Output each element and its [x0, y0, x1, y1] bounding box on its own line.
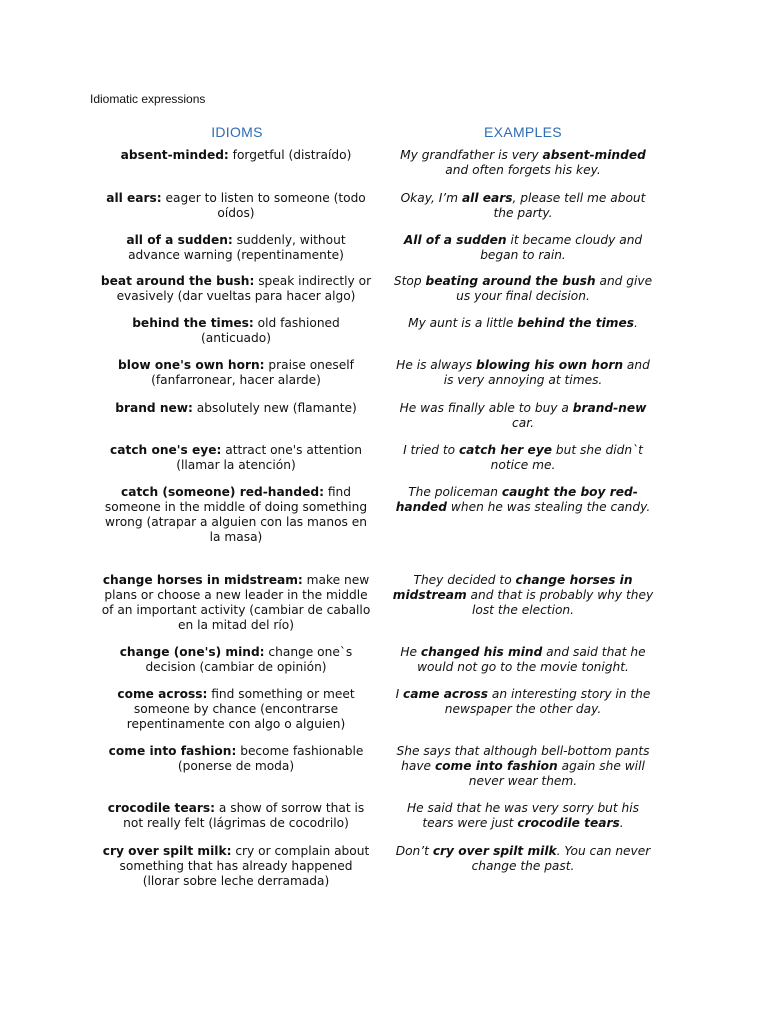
idiom-definition: make new plans or choose a new leader in the middle of an important activity (cambiar de caballo en la mitad del río) — [101, 573, 371, 632]
example-text: . — [619, 816, 624, 830]
example-text: She says that although bell-bottom pants have — [396, 744, 650, 773]
idiom-definition: find someone in the middle of doing something wrong (atrapar a alguien con las manos en la masa) — [104, 485, 368, 544]
example-highlight: crocodile tears — [517, 816, 620, 830]
example-cell — [392, 687, 654, 717]
idiom-term: crocodile tears: — [107, 801, 216, 815]
example-highlight: brand-new — [572, 401, 647, 415]
example-cell — [392, 148, 654, 178]
idiom-cell — [100, 687, 372, 732]
example-text: The policeman — [408, 485, 502, 499]
example-text: and that is probably why they lost the election. — [466, 588, 654, 617]
example-text: My grandfather is very — [400, 148, 543, 162]
example-cell — [392, 274, 654, 304]
example-cell — [392, 573, 654, 618]
idiom-cell — [100, 358, 372, 388]
example-cell — [392, 191, 654, 221]
idiom-definition: forgetful (distraído) — [228, 148, 352, 162]
example-highlight: cry over spilt milk — [432, 844, 557, 858]
idiom-definition: become fashionable (ponerse de moda) — [177, 744, 364, 773]
examples-column-header: EXAMPLES — [484, 124, 562, 140]
example-text: and often forgets his key. — [445, 163, 601, 177]
idiom-term: brand new: — [115, 401, 193, 415]
example-highlight: all ears — [461, 191, 513, 205]
example-text: and is very annoying at times. — [443, 358, 650, 387]
example-text: He — [400, 645, 421, 659]
idiom-definition: praise oneself (fanfarronear, hacer alarde) — [151, 358, 354, 387]
example-text: car. — [512, 416, 534, 430]
example-text: He is always — [396, 358, 477, 372]
example-highlight: changed his mind — [420, 645, 543, 659]
idiom-term: absent-minded: — [120, 148, 229, 162]
example-highlight: beating around the bush — [425, 274, 596, 288]
example-cell — [392, 801, 654, 831]
example-text: He said that he was very sorry but his tears were just — [406, 801, 640, 830]
idiom-definition: old fashioned (anticuado) — [201, 316, 340, 345]
idiom-cell — [100, 148, 372, 163]
idiom-cell — [100, 844, 372, 889]
idiom-term: blow one's own horn: — [118, 358, 265, 372]
idiom-definition: eager to listen to someone (todo oídos) — [161, 191, 366, 220]
example-cell — [392, 233, 654, 263]
example-text: but she didn`t notice me. — [490, 443, 643, 472]
idiom-term: all ears: — [106, 191, 162, 205]
example-text: Stop — [393, 274, 426, 288]
example-text: again she will never wear them. — [468, 759, 645, 788]
idiom-cell — [100, 274, 372, 304]
example-highlight: All of a sudden — [403, 233, 507, 247]
example-cell — [392, 401, 654, 431]
idiom-cell — [100, 233, 372, 263]
example-cell — [392, 316, 654, 331]
example-highlight: change horses in midstream — [392, 573, 633, 602]
example-text: Don’t — [395, 844, 433, 858]
idiom-cell — [100, 744, 372, 774]
example-cell — [392, 744, 654, 789]
idiom-definition: speak indirectly or evasively (dar vueltas para hacer algo) — [116, 274, 372, 303]
idiom-term: come into fashion: — [108, 744, 237, 758]
example-text: when he was stealing the candy. — [447, 500, 651, 514]
idiom-term: change horses in midstream: — [102, 573, 303, 587]
example-cell — [392, 844, 654, 874]
example-text: and give us your final decision. — [456, 274, 653, 303]
example-text: My aunt is a little — [408, 316, 518, 330]
idiom-term: catch one's eye: — [110, 443, 222, 457]
example-cell — [392, 485, 654, 515]
example-cell — [392, 443, 654, 473]
idiom-definition: attract one's attention (llamar la atención) — [176, 443, 362, 472]
idiom-cell — [100, 573, 372, 633]
idiom-cell — [100, 801, 372, 831]
idiom-term: catch (someone) red-handed: — [121, 485, 324, 499]
example-text: , please tell me about the party. — [493, 191, 646, 220]
idiom-cell — [100, 401, 372, 416]
idiom-term: behind the times: — [132, 316, 254, 330]
idiom-definition: a show of sorrow that is not really felt (lágrimas de cocodrilo) — [123, 801, 365, 830]
example-text: . — [634, 316, 638, 330]
idiom-cell — [100, 191, 372, 221]
example-text: I — [395, 687, 404, 701]
example-cell — [392, 645, 654, 675]
example-text: They decided to — [413, 573, 516, 587]
example-text: Okay, I’m — [400, 191, 462, 205]
idiom-cell — [100, 485, 372, 545]
example-highlight: came across — [403, 687, 489, 701]
example-text: I tried to — [403, 443, 459, 457]
idiom-definition: suddenly, without advance warning (repentinamente) — [128, 233, 346, 262]
idiom-cell — [100, 645, 372, 675]
example-highlight: come into fashion — [434, 759, 558, 773]
idiom-term: change (one's) mind: — [119, 645, 265, 659]
example-text: and said that he would not go to the movie tonight. — [417, 645, 646, 674]
example-text: . You can never change the past. — [471, 844, 651, 873]
example-highlight: caught the boy red-handed — [395, 485, 638, 514]
idiom-definition: absolutely new (flamante) — [192, 401, 357, 415]
idiom-definition: find something or meet someone by chance (encontrarse repentinamente con algo o alguien) — [126, 687, 355, 731]
idiom-term: cry over spilt milk: — [102, 844, 232, 858]
example-text: He was finally able to buy a — [399, 401, 573, 415]
example-cell — [392, 358, 654, 388]
idiom-definition: cry or complain about something that has already happened (llorar sobre leche derramada) — [119, 844, 370, 888]
example-text: an interesting story in the newspaper the other day. — [444, 687, 651, 716]
idiom-term: come across: — [117, 687, 208, 701]
example-highlight: blowing his own horn — [476, 358, 624, 372]
idiom-term: beat around the bush: — [100, 274, 255, 288]
example-highlight: catch her eye — [458, 443, 553, 457]
document-title: Idiomatic expressions — [90, 92, 206, 106]
idiom-cell — [100, 443, 372, 473]
example-highlight: behind the times — [517, 316, 635, 330]
idiom-definition: change one`s decision (cambiar de opinión) — [145, 645, 353, 674]
idiom-cell — [100, 316, 372, 346]
idiom-term: all of a sudden: — [126, 233, 233, 247]
example-highlight: absent-minded — [542, 148, 646, 162]
idioms-column-header: IDIOMS — [211, 124, 263, 140]
example-text: it became cloudy and began to rain. — [480, 233, 643, 262]
